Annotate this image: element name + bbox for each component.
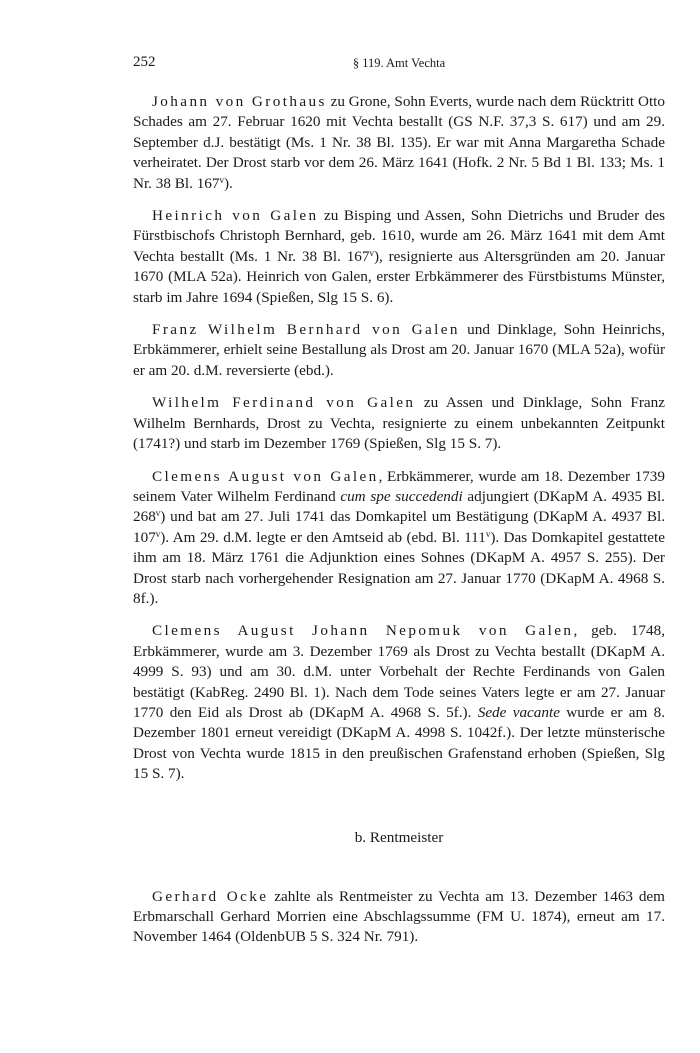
entry-text: und Dinklage, Sohn Heinrichs, Erbkämmerer, erhielt seine Bestallung als Drost am 20. Januar 1670 (MLA 52a), wofür er am 20. d.M. reversierte (ebd.). (133, 321, 665, 379)
person-name: Wilhelm Ferdinand von Galen (152, 394, 416, 412)
person-name: Heinrich von Galen (152, 207, 319, 225)
entry-text: zu Assen und Dinklage, Sohn Franz Wilhelm Bernhards, Drost zu Vechta, resignierte zu einem unbekannten Zeitpunkt (1741?) und starb im Dezember 1769 (Spießen, Slg 15 S. 7). (133, 394, 665, 453)
entry-text: , geb. 1748, Erbkämmerer, wurde am 3. Dezember 1769 als Drost zu Vechta bestallt (DKapM A. 4999 S. 93) und am 30. d.M. unter Vorbehalt der Rechte Ferdinands von Galen bestätigt (KabReg. 2490 Bl. 1). Nach dem Tode seines Vaters legte er am 27. Januar 1770 den Eid als Drost ab (DKapM A. 4968 S. 5f.). (133, 622, 665, 721)
verso-mark: v (155, 508, 161, 519)
entry-text: ). Das Domkapitel gestattete ihm am 18. März 1761 die Adjunktion eines Sohnes (DKapM A. 4957 S. 255). Der Drost starb nach vorhergehender Resignation am 27. Januar 1770 (DKapM A. 4968 S. 8f.). (133, 528, 665, 607)
person-name: Clemens August Johann Nepomuk von Galen (152, 622, 574, 640)
entry-paragraph (133, 393, 665, 454)
body-text (133, 92, 665, 960)
entry-text: zu Bisping und Assen, Sohn Dietrichs und Bruder des Fürstbischofs Christoph Bernhard, geb. 1610, wurde am 26. März 1641 mit dem Amt Vechta bestallt (Ms. 1 Nr. 38 Bl. 167 (133, 207, 666, 265)
entry-paragraph (133, 206, 665, 308)
page-number: 252 (133, 54, 156, 70)
entry-text: adjungiert (DKapM A. 4935 Bl. 268 (133, 487, 665, 526)
entry-paragraph (133, 320, 665, 381)
latin-phrase: Sede vacante (477, 703, 560, 721)
entry-text: wurde er am 8. Dezember 1801 erneut vereidigt (DKapM A. 4998 S. 1042f.). Der letzte münsterische Drost von Vechta wurde 1815 in den preußischen Grafenstand erhoben (Spießen, Slg 15 S. 7). (133, 703, 665, 783)
latin-phrase: cum spe succedendi (340, 487, 463, 505)
person-name: Clemens August von Galen (152, 467, 379, 485)
entry-text: ) und bat am 27. Juli 1741 das Domkapitel um Bestätigung (DKapM A. 4937 Bl. 107 (133, 508, 665, 546)
person-name: Johann von Grothaus (152, 93, 327, 110)
verso-mark: v (369, 247, 374, 258)
verso-mark: v (219, 174, 224, 185)
entry-text: zahlte als Rentmeister zu Vechta am 13. Dezember 1463 dem Erbmarschall Gerhard Morrien eine Abschlagssumme (FM U. 1874), erneut am 17. November 1464 (OldenbUB 5 S. 324 Nr. 791). (133, 887, 665, 946)
entry-paragraph (133, 887, 665, 948)
running-title: § 119. Amt Vechta (352, 56, 446, 70)
entry-text: ). (224, 174, 233, 192)
page-header (133, 54, 665, 76)
entry-text: ), resignierte aus Altersgründen am 20. Januar 1670 (MLA 52a). Heinrich von Galen, erster Erbkämmerer des Fürstbistums Münster, starb im Jahre 1694 (Spießen, Slg 15 S. 6). (133, 247, 665, 306)
entry-text: zu Grone, Sohn Everts, wurde nach dem Rücktritt Otto Schades am 27. Februar 1620 mit Vechta bestallt (GS N.F. 37,3 S. 617) und am 29. September d.J. bestätigt (Ms. 1 Nr. 38 Bl. 135). Er war mit Anna Margaretha Schade verheiratet. Der Drost starb vor dem 26. März 1641 (Hofk. 2 Nr. 5 Bd 1 Bl. 133; Ms. 1 Nr. 38 Bl. 167 (133, 93, 665, 192)
entry-paragraph (133, 621, 665, 784)
person-name: Gerhard Ocke (152, 887, 269, 905)
verso-mark: v (485, 528, 491, 539)
entry-paragraph (133, 467, 665, 610)
person-name: Franz Wilhelm Bernhard von Galen (152, 321, 460, 339)
entry-text: , Erbkämmerer, wurde am 18. Dezember 1739 seinem Vater Wilhelm Ferdinand (133, 467, 665, 505)
entry-paragraph (133, 92, 665, 194)
verso-mark: v (155, 528, 161, 539)
entry-text: ). Am 29. d.M. legte er den Amtseid ab (ebd. Bl. 111 (160, 528, 486, 546)
section-heading: b. Rentmeister (354, 828, 444, 846)
